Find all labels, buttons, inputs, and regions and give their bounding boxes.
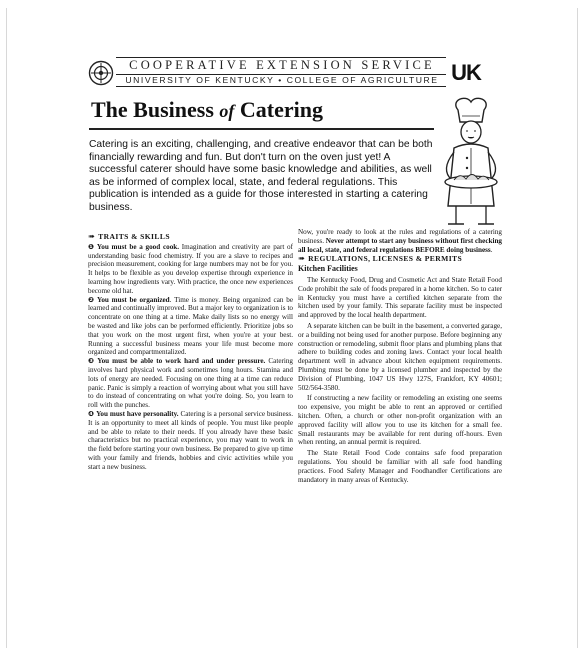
body-paragraph: A separate kitchen can be built in the basement, a converted garage, or a building not being used for another purpose. Before beginning any construction or remodeling, submit floor plans and plumbing plans that adhere to building codes and zoning laws. Contact your local health department well in advance about kitchen equipment requirements. Plumbing must be done by a licensed plumber and inspected by the Division of Plumbing, 1047 US Hwy 127S, Frankfort, KY 40601; 502/564-3580. <box>298 321 502 392</box>
kitchen-facilities-heading: Kitchen Facilities <box>298 264 358 274</box>
left-column <box>88 228 293 472</box>
header-rule-bottom <box>116 86 446 87</box>
header-subtitle: UNIVERSITY OF KENTUCKY • COLLEGE OF AGRICULTURE <box>125 75 439 85</box>
chef-illustration <box>432 96 510 228</box>
number-2-icon: ❷ <box>88 295 95 304</box>
body-paragraph: If constructing a new facility or remodeling an existing one seems too expensive, you might be able to rent an approved or certified kitchen. Often, a church or other non-profit organization with an approved facility will allow you to use its kitchen for a small fee. Small restaurants may be available for rent during off-hours. Even when renting, an annual permit is required. <box>298 394 502 447</box>
regulations-heading: ➠ REGULATIONS, LICENSES & PERMITS <box>298 254 463 264</box>
university-seal-icon <box>88 60 114 86</box>
regulations-intro: Now, you're ready to look at the rules and regulations of a catering business. Never attempt to start any business without first checking all local, state, and federal regulations BEFORE doing business. <box>298 228 502 254</box>
number-1-icon: ❶ <box>88 242 95 251</box>
trait-item: ❷ You must be organized. Time is money. Being organized can be learned and continually improved. But a major key to organization is to concentrate on one thing at a time. Make daily lists so no energy will be wasted and like jobs can be performed efficiently. Prioritize jobs so that you work on the most urgent first, when you're at your best. Running a successful business means your life must become more organized and compartmentalized. <box>88 295 293 357</box>
traits-heading: ➠ TRAITS & SKILLS <box>88 232 170 241</box>
document-title <box>91 97 323 123</box>
title-end: Catering <box>234 97 323 122</box>
pointer-arrow-icon: ➠ <box>88 232 96 241</box>
title-of: of <box>219 101 235 121</box>
number-3-icon: ❸ <box>88 357 96 366</box>
trait-item: ❶ You must be a good cook. Imagination and creativity are part of understanding basic food chemistry. If you are a slave to recipes and precision measurement, cooking for large numbers may not be for you. It helps to be flexible as you develop expertise through experience in learning how ingredients vary. With practice, the once new experiences become old hat. <box>88 242 293 295</box>
pointer-arrow-icon: ➠ <box>298 254 306 264</box>
trait-item: ❸ You must be able to work hard and under pressure. Catering involves hard physical work and sometimes long hours. Stamina and lots of energy are needed. Focusing on one thing at a time can reduce panic. Panic is simply a reaction of worrying about what you still have to do instead of concentrating on what you're doing. So, you learn to roll with the punches. <box>88 357 293 410</box>
body-paragraph: The State Retail Food Code contains safe food preparation regulations. You should be familiar with all safe food handling practices. Food Safety Manager and Foodhandler Certifications are mandatory in many areas of Kentucky. <box>298 449 502 484</box>
title-rule <box>89 128 434 130</box>
number-4-icon: ❹ <box>88 409 95 418</box>
intro-paragraph: Catering is an exciting, challenging, and creative endeavor that can be both financially rewarding and fun. But don't turn on the oven just yet! A successful caterer should have some basic knowledge and abilities, as well as be informed of complex local, state, and federal regulations. This publication is intended as a guide for those interested in starting a catering business. <box>89 139 433 213</box>
body-paragraph: The Kentucky Food, Drug and Cosmetic Act and State Retail Food Code prohibit the sale of foods prepared in a home kitchen. So to cater in Kentucky you must have a certified kitchen separate from the kitchen used by your family. This separate facility must be inspected and approved by the local health department. <box>298 275 502 320</box>
title-main: The Business <box>91 97 220 122</box>
right-column <box>298 228 502 484</box>
trait-item: ❹ You must have personality. Catering is a personal service business. It is an opportunity to meet all kinds of people. You must like people and be able to relate to their needs. If you already have these basic characteristics but no practical experience, you may want to work in the field before starting your own business. Be prepared to give up time with your family and friends, hobbies and civic activities while you start a new business. <box>88 409 293 471</box>
header-title: COOPERATIVE EXTENSION SERVICE <box>129 58 435 72</box>
uk-logo: UK <box>451 60 481 85</box>
